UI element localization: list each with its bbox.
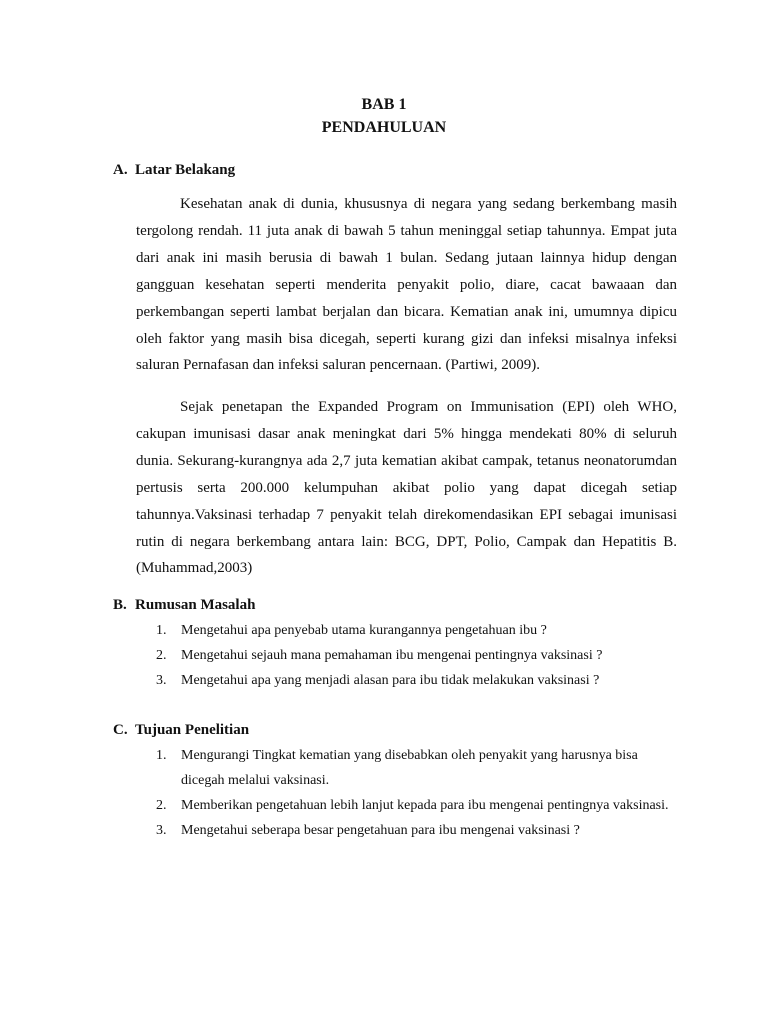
section-letter: B. xyxy=(113,597,127,613)
chapter-title: PENDAHULUAN xyxy=(321,119,447,136)
section-heading-text: Tujuan Penelitian xyxy=(135,722,250,738)
section-heading-latar-belakang xyxy=(113,160,235,180)
list-item-text: Mengetahui sejauh mana pemahaman ibu mengenai pentingnya vaksinasi ? xyxy=(181,648,603,663)
list-item-number: 2. xyxy=(156,798,167,813)
section-heading-tujuan-penelitian xyxy=(113,720,249,740)
list-item xyxy=(156,793,678,818)
body-paragraph: Sejak penetapan the Expanded Program on Immunisation (EPI) oleh WHO, cakupan imunisasi dasar anak meningkat dari 5% hingga mendekati 80% di seluruh dunia. Sekurang-kurangnya ada 2,7 juta kematian akibat campak, tetanus neonatorumdan pertusis serta 200.000 kelumpuhan akibat polio yang dapat dicegah setiap tahunnya.Vaksinasi terhadap 7 penyakit telah direkomendasikan EPI sebagai imunisasi rutin di negara berkembang antara lain: BCG, DPT, Polio, Campak dan Hepatitis B. (Muhammad,2003) xyxy=(136,399,677,577)
list-item-number: 1. xyxy=(156,623,167,638)
list-item-number: 1. xyxy=(156,748,167,763)
list-item-number: 3. xyxy=(156,673,167,688)
section-heading-rumusan-masalah xyxy=(113,595,255,615)
list-item-text: Mengetahui seberapa besar pengetahuan para ibu mengenai vaksinasi ? xyxy=(181,823,580,838)
tujuan-penelitian-list xyxy=(156,743,678,843)
section-letter: C. xyxy=(113,722,128,738)
list-item xyxy=(156,618,678,643)
list-item-text: Mengurangi Tingkat kematian yang disebabkan oleh penyakit yang harusnya bisa dicegah melalui vaksinasi. xyxy=(181,748,638,788)
list-item xyxy=(156,668,678,693)
body-paragraph: Kesehatan anak di dunia, khususnya di negara yang sedang berkembang masih tergolong rendah. 11 juta anak di bawah 5 tahun meninggal setiap tahunnya. Empat juta dari anak ini masih berusia di bawah 1 bulan. Sedang jutaan lainnya hidup dengan gangguan kesehatan seperti menderita penyakit polio, diare, cacat bawaaan dan perkembangan seperti lambat berjalan dan bicara. Kematian anak ini, umumnya dipicu oleh faktor yang masih bisa dicegah, seperti kurang gizi dan infeksi misalnya infeksi saluran Pernafasan dan infeksi saluran pencernaan. (Partiwi, 2009). xyxy=(136,196,677,374)
list-item xyxy=(156,743,678,793)
list-item-text: Memberikan pengetahuan lebih lanjut kepada para ibu mengenai pentingnya vaksinasi. xyxy=(181,798,669,813)
list-item-number: 3. xyxy=(156,823,167,838)
list-item xyxy=(156,818,678,843)
list-item-text: Mengetahui apa penyebab utama kurangannya pengetahuan ibu ? xyxy=(181,623,547,638)
section-heading-text: Latar Belakang xyxy=(135,162,236,178)
section-heading-text: Rumusan Masalah xyxy=(135,597,256,613)
list-item-text: Mengetahui apa yang menjadi alasan para ibu tidak melakukan vaksinasi ? xyxy=(181,673,600,688)
list-item-number: 2. xyxy=(156,648,167,663)
list-item xyxy=(156,643,678,668)
rumusan-masalah-list xyxy=(156,618,678,693)
chapter-number: BAB 1 xyxy=(361,96,407,113)
section-letter: A. xyxy=(113,162,128,178)
